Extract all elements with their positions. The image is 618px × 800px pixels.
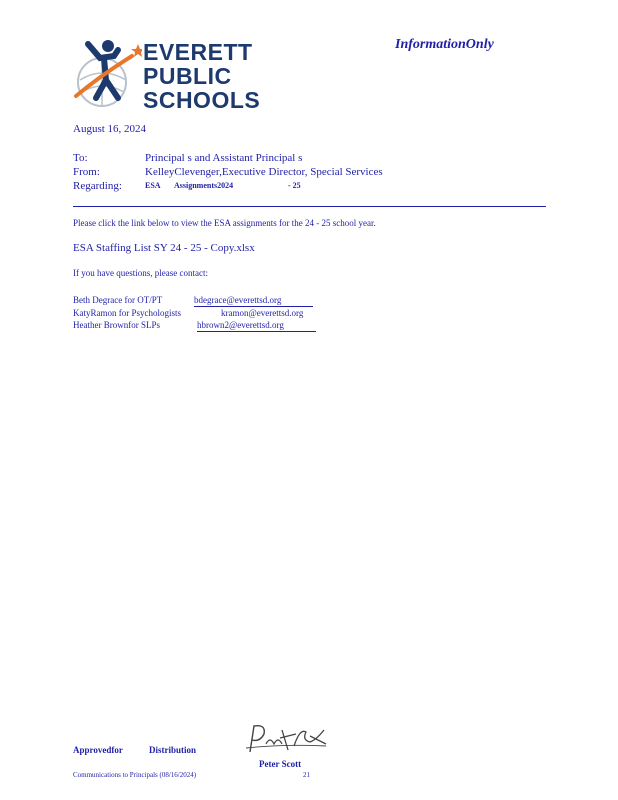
intro-text: Please click the link below to view the ESA assignments for the 24 - 25 school year. xyxy=(73,218,376,228)
contact-name-beth: Beth Degrace for OT/PT xyxy=(73,295,163,305)
header-divider xyxy=(73,206,546,207)
to-value: Principal s and Assistant Principal s xyxy=(145,152,303,164)
information-only-label: InformationOnly xyxy=(395,37,494,52)
regarding-value-esa: ESA xyxy=(145,181,161,190)
from-value: KelleyClevenger,Executive Director, Special Services xyxy=(145,166,383,178)
approved-for-label: Approvedfor xyxy=(73,745,123,755)
email-underline xyxy=(197,331,316,332)
logo-text-schools: SCHOOLS xyxy=(143,87,261,113)
to-label: To: xyxy=(73,152,88,164)
handwritten-signature-icon xyxy=(244,722,328,758)
contact-name-heather: Heather Brownfor SLPs xyxy=(73,320,160,330)
email-underline xyxy=(194,306,313,307)
logo-text-public: PUBLIC xyxy=(143,63,232,89)
questions-text: If you have questions, please contact: xyxy=(73,268,208,278)
contact-name-katy: KatyRamon for Psychologists xyxy=(73,308,181,318)
regarding-value-year: - 25 xyxy=(288,181,301,190)
from-label: From: xyxy=(73,166,100,178)
district-logo xyxy=(70,36,261,113)
contact-email-beth[interactable]: bdegrace@everettsd.org xyxy=(194,295,282,305)
memo-date: August 16, 2024 xyxy=(73,123,147,135)
footer-footnote: Communications to Principals (08/16/2024) xyxy=(73,771,197,779)
page-number: 21 xyxy=(303,771,310,779)
contact-email-katy[interactable]: kramon@everettsd.org xyxy=(221,308,304,318)
regarding-label: Regarding: xyxy=(73,180,122,192)
esa-staffing-file-link[interactable]: ESA Staffing List SY 24 - 25 - Copy.xlsx xyxy=(73,242,255,254)
logo-emblem-icon xyxy=(70,36,142,112)
logo-text-everett: EVERETT xyxy=(143,39,253,65)
contact-email-heather[interactable]: hbrown2@everettsd.org xyxy=(197,320,284,330)
regarding-value-assignments: Assignments2024 xyxy=(174,181,234,190)
distribution-label: Distribution xyxy=(149,745,197,755)
signer-name: Peter Scott xyxy=(259,759,302,769)
